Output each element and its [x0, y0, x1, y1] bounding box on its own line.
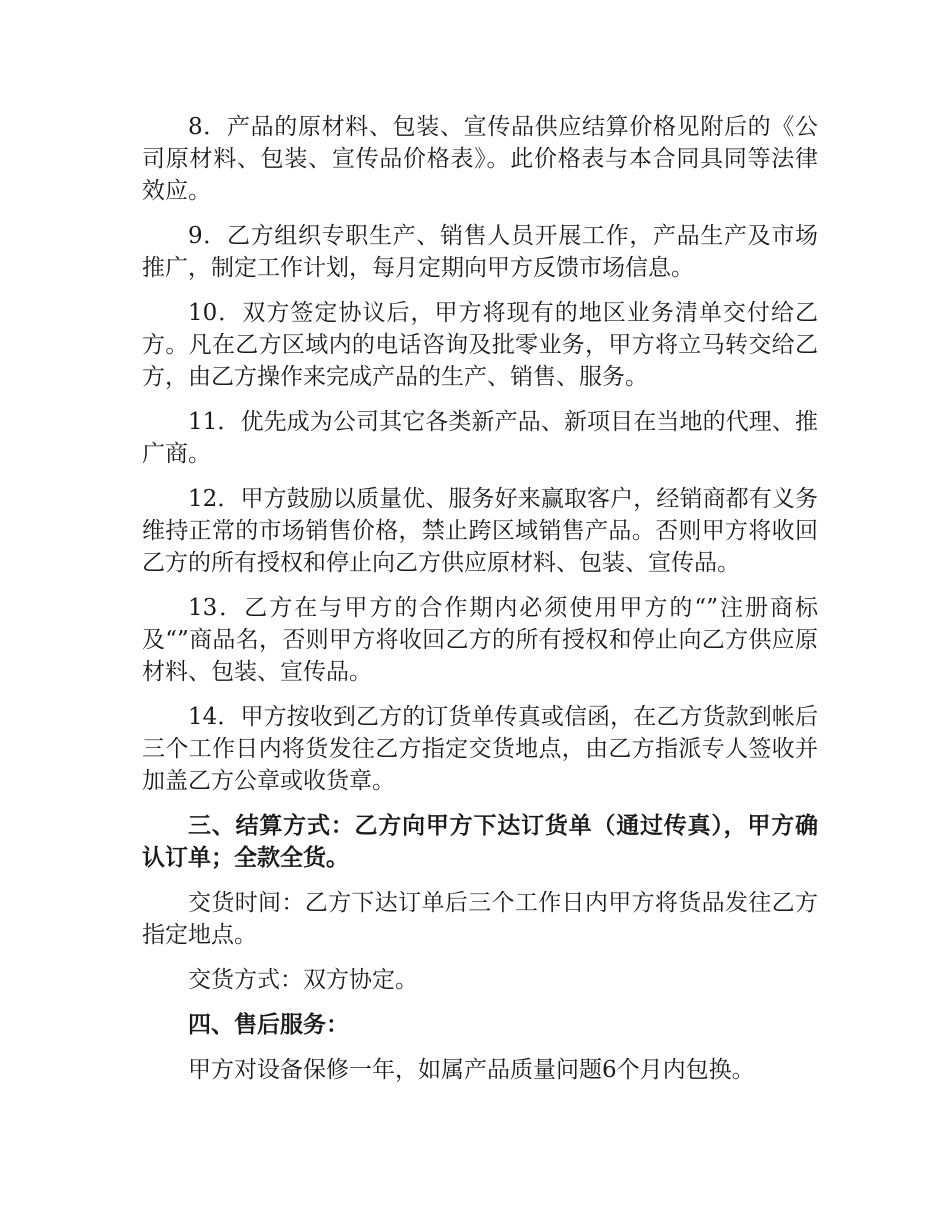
clause-9-paragraph: 9．乙方组织专职生产、销售人员开展工作，产品生产及市场推广，制定工作计划，每月定期向甲方反馈市场信息。 [142, 223, 818, 281]
clause-11-paragraph: 11．优先成为公司其它各类新产品、新项目在当地的代理、推广商。 [142, 409, 818, 467]
delivery-method-paragraph: 交货方式：双方协定。 [188, 967, 418, 993]
clause-8-paragraph: 8．产品的原材料、包装、宣传品供应结算价格见附后的《公司原材料、包装、宣传品价格表》。此价格表与本合同具同等法律效应。 [142, 114, 818, 204]
section-3-heading: 三、结算方式：乙方向甲方下达订货单（通过传真），甲方确认订单；全款全货。 [142, 812, 818, 871]
warranty-paragraph: 甲方对设备保修一年，如属产品质量问题6个月内包换。 [188, 1057, 755, 1083]
document-page [142, 111, 818, 1099]
clause-13-paragraph: 13．乙方在与甲方的合作期内必须使用甲方的“”注册商标及“”商品名，否则甲方将收回乙方的所有授权和停止向乙方供应原材料、包装、宣传品。 [142, 595, 818, 685]
section-4-heading: 四、售后服务： [188, 1011, 349, 1038]
clause-10-paragraph: 10．双方签定协议后，甲方将现有的地区业务清单交付给乙方。凡在乙方区域内的电话咨询及批零业务，甲方将立马转交给乙方，由乙方操作来完成产品的生产、销售、服务。 [142, 300, 818, 390]
delivery-time-paragraph: 交货时间：乙方下达订单后三个工作日内甲方将货品发往乙方指定地点。 [142, 890, 818, 948]
clause-14-paragraph: 14．甲方按收到乙方的订货单传真或信函，在乙方货款到帐后三个工作日内将货发往乙方指定交货地点，由乙方指派专人签收并加盖乙方公章或收货章。 [142, 704, 818, 794]
clause-12-paragraph: 12．甲方鼓励以质量优、服务好来赢取客户，经销商都有义务维持正常的市场销售价格，禁止跨区域销售产品。否则甲方将收回乙方的所有授权和停止向乙方供应原材料、包装、宣传品。 [142, 486, 818, 576]
